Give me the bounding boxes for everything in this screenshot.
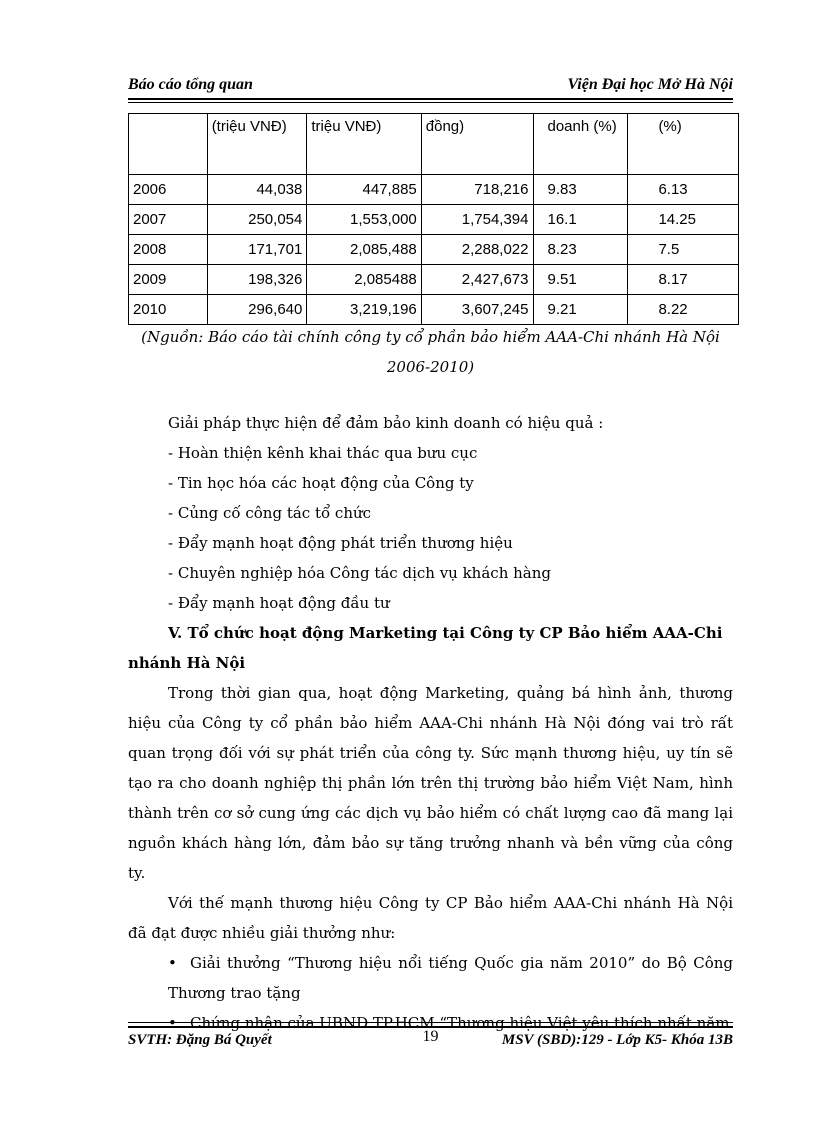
table-cell: 171,701 — [207, 235, 307, 265]
table-cell-year: 2006 — [129, 175, 208, 205]
bullet-text: Chứng nhận của UBND TP.HCM “Thương hiệu Việt yêu thích nhất năm — [190, 1014, 730, 1032]
paragraph: Trong thời gian qua, hoạt động Marketing, quảng bá hình ảnh, thương hiệu của Công ty cổ phần bảo hiểm AAA-Chi nhánh Hà Nội đóng vai trò rất quan trọng đối với sự phát triển của công ty. Sức mạnh thương hiệu, uy tín sẽ tạo ra cho doanh nghiệp thị phần lớn trên thị trường bảo hiểm Việt Nam, hình thành trên cơ sở cung ứng các dịch vụ bảo hiểm có chất lượng cao đã mang lại nguồn khách hàng lớn, đảm bảo sự tăng trưởng nhanh và bền vững của công ty. — [128, 684, 733, 882]
bullet-dot-icon: • — [168, 954, 177, 972]
list-item: - Đẩy mạnh hoạt động phát triển thương hiệu — [168, 534, 513, 552]
table-cell: 2,085488 — [307, 265, 421, 295]
section-heading-cont: nhánh Hà Nội — [128, 654, 246, 672]
table-header-cell — [129, 114, 208, 175]
table-cell: 16.1 — [533, 205, 628, 235]
table-row — [129, 295, 739, 325]
page-footer — [128, 1022, 733, 1052]
table-cell: 3,607,245 — [421, 295, 533, 325]
table-row — [129, 205, 739, 235]
table-cell-year: 2007 — [129, 205, 208, 235]
table-cell: 250,054 — [207, 205, 307, 235]
table-cell: 447,885 — [307, 175, 421, 205]
table-cell: 8.23 — [533, 235, 628, 265]
table-header-cell: (triệu VNĐ) — [207, 114, 307, 175]
table-row — [129, 235, 739, 265]
table-cell: 8.22 — [628, 295, 739, 325]
table-row — [129, 265, 739, 295]
table-cell: 198,326 — [207, 265, 307, 295]
table-header-cell: đồng) — [421, 114, 533, 175]
table-cell-year: 2010 — [129, 295, 208, 325]
table-cell: 2,288,022 — [421, 235, 533, 265]
table-cell: 2,085,488 — [307, 235, 421, 265]
table-cell-year: 2008 — [129, 235, 208, 265]
page-number: 19 — [422, 1028, 439, 1045]
table-cell: 6.13 — [628, 175, 739, 205]
table-source-note — [128, 322, 733, 382]
section-heading: V. Tổ chức hoạt động Marketing tại Công ty CP Bảo hiểm AAA-Chi — [168, 624, 723, 642]
table-header-row — [129, 114, 739, 175]
table-cell: 9.83 — [533, 175, 628, 205]
page-header — [128, 70, 733, 100]
table-cell: 296,640 — [207, 295, 307, 325]
table-cell: 3,219,196 — [307, 295, 421, 325]
solutions-intro: Giải pháp thực hiện để đảm bảo kinh doanh có hiệu quả : — [168, 414, 604, 432]
header-rule-thin — [128, 102, 733, 103]
header-rule-thick — [128, 98, 733, 100]
list-item: - Đẩy mạnh hoạt động đầu tư — [168, 594, 390, 612]
table-cell: 718,216 — [421, 175, 533, 205]
table-cell: 2,427,673 — [421, 265, 533, 295]
table-row — [129, 175, 739, 205]
table-header-cell: doanh (%) — [533, 114, 628, 175]
footer-student-id: MSV (SBD):129 - Lớp K5- Khóa 13B — [501, 1032, 733, 1048]
list-item: - Chuyên nghiệp hóa Công tác dịch vụ khách hàng — [168, 564, 551, 582]
source-line-2: 2006-2010) — [386, 358, 475, 376]
table-cell-year: 2009 — [129, 265, 208, 295]
paragraph: Với thế mạnh thương hiệu Công ty CP Bảo hiểm AAA-Chi nhánh Hà Nội đã đạt được nhiều giải thưởng như: — [128, 894, 733, 942]
footer-rule-thin — [128, 1022, 733, 1023]
table-cell: 1,553,000 — [307, 205, 421, 235]
bullet-text: Giải thưởng “Thương hiệu nổi tiếng Quốc gia năm 2010” do Bộ Công Thương trao tặng — [168, 954, 733, 1002]
table-header-cell: triệu VNĐ) — [307, 114, 421, 175]
table-cell: 9.51 — [533, 265, 628, 295]
financial-table — [128, 113, 739, 325]
table-cell: 14.25 — [628, 205, 739, 235]
list-item: - Củng cố công tác tổ chức — [168, 504, 372, 522]
bullet-item — [128, 948, 733, 1008]
section-v — [128, 618, 733, 1038]
table-cell: 44,038 — [207, 175, 307, 205]
bullet-dot-icon: • — [168, 1014, 177, 1032]
table-cell: 1,754,394 — [421, 205, 533, 235]
list-item: - Tin học hóa các hoạt động của Công ty — [168, 474, 474, 492]
solutions-section — [128, 408, 733, 618]
list-item: - Hoàn thiện kênh khai thác qua bưu cục — [168, 444, 478, 462]
header-institution: Viện Đại học Mở Hà Nội — [567, 76, 733, 93]
table-cell: 7.5 — [628, 235, 739, 265]
source-line-1: (Nguồn: Báo cáo tài chính công ty cổ phần bảo hiểm AAA-Chi nhánh Hà Nội — [141, 328, 720, 346]
table-cell: 9.21 — [533, 295, 628, 325]
header-report-title: Báo cáo tổng quan — [128, 76, 253, 93]
table-header-cell: (%) — [628, 114, 739, 175]
footer-student: SVTH: Đặng Bá Quyết — [128, 1032, 272, 1048]
table-cell: 8.17 — [628, 265, 739, 295]
